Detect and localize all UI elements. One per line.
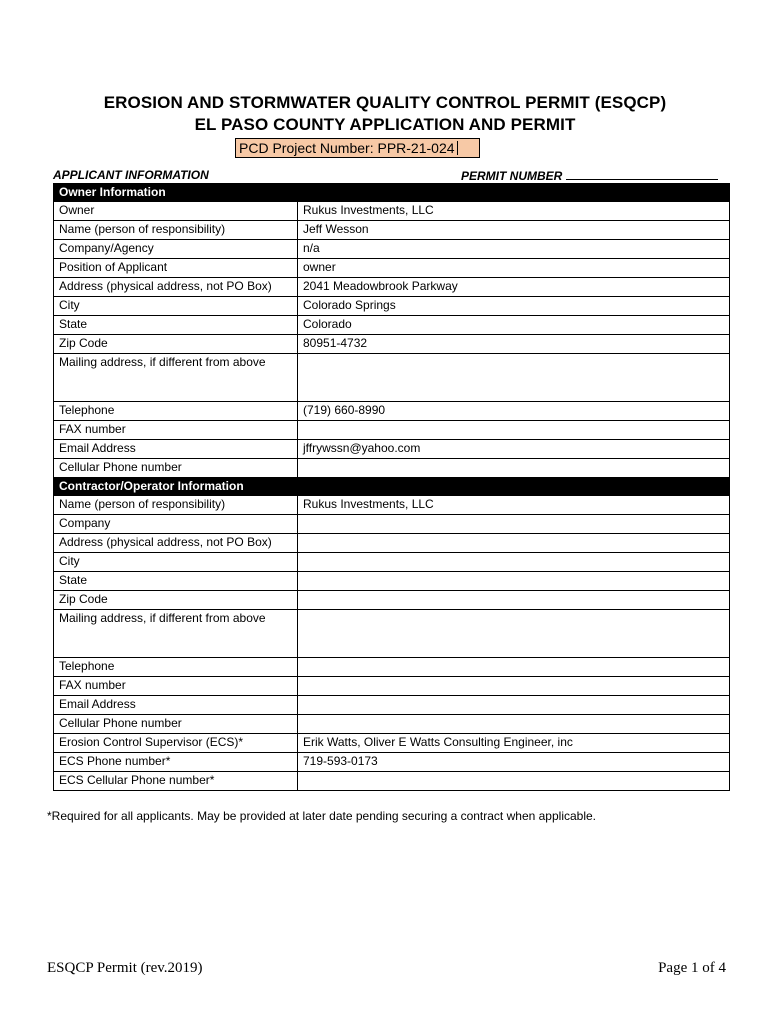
table-row — [54, 734, 730, 753]
table-row — [54, 259, 730, 278]
field-value[interactable]: jffrywssn@yahoo.com — [298, 440, 730, 459]
field-label: City — [54, 297, 298, 316]
field-label: Zip Code — [54, 335, 298, 354]
field-label: ECS Phone number* — [54, 753, 298, 772]
field-label: Cellular Phone number — [54, 715, 298, 734]
field-value[interactable] — [298, 553, 730, 572]
table-row — [54, 459, 730, 478]
field-label: Address (physical address, not PO Box) — [54, 278, 298, 297]
field-label: Telephone — [54, 402, 298, 421]
applicant-form-table — [53, 183, 730, 791]
field-value[interactable]: 719-593-0173 — [298, 753, 730, 772]
field-value[interactable]: Colorado — [298, 316, 730, 335]
table-row — [54, 316, 730, 335]
field-value[interactable] — [298, 658, 730, 677]
field-value[interactable] — [298, 610, 730, 658]
field-label: Zip Code — [54, 591, 298, 610]
table-row — [54, 496, 730, 515]
field-label: State — [54, 316, 298, 335]
table-row — [54, 772, 730, 791]
table-row — [54, 240, 730, 259]
field-label: Telephone — [54, 658, 298, 677]
pcd-project-number-box — [235, 138, 480, 158]
document-title-line-2: EL PASO COUNTY APPLICATION AND PERMIT — [194, 115, 576, 134]
field-value[interactable] — [298, 421, 730, 440]
field-value[interactable]: 2041 Meadowbrook Parkway — [298, 278, 730, 297]
table-row — [54, 335, 730, 354]
field-value[interactable] — [298, 591, 730, 610]
table-row — [54, 421, 730, 440]
field-label: Position of Applicant — [54, 259, 298, 278]
table-row — [54, 278, 730, 297]
field-value[interactable]: owner — [298, 259, 730, 278]
table-row — [54, 553, 730, 572]
field-value[interactable] — [298, 715, 730, 734]
applicant-information-label: APPLICANT INFORMATION — [53, 168, 209, 182]
table-row — [54, 572, 730, 591]
field-value[interactable]: n/a — [298, 240, 730, 259]
field-label: FAX number — [54, 421, 298, 440]
contractor-section-title-spacer — [298, 478, 730, 496]
field-label: Erosion Control Supervisor (ECS)* — [54, 734, 298, 753]
field-label: ECS Cellular Phone number* — [54, 772, 298, 791]
field-label: Mailing address, if different from above — [54, 610, 298, 658]
text-cursor-mark — [457, 141, 458, 155]
field-value[interactable] — [298, 696, 730, 715]
field-label: State — [54, 572, 298, 591]
document-title-line-1: EROSION AND STORMWATER QUALITY CONTROL PERMIT (ESQCP) — [103, 93, 667, 112]
field-label: Cellular Phone number — [54, 459, 298, 478]
table-row — [54, 753, 730, 772]
field-value[interactable] — [298, 459, 730, 478]
section-header-owner — [54, 184, 730, 202]
field-label: Name (person of responsibility) — [54, 221, 298, 240]
table-row — [54, 677, 730, 696]
field-label: Name (person of responsibility) — [54, 496, 298, 515]
field-value[interactable]: Rukus Investments, LLC — [298, 496, 730, 515]
table-row — [54, 402, 730, 421]
field-value[interactable] — [298, 354, 730, 402]
permit-number-field[interactable] — [566, 168, 718, 180]
table-row — [54, 610, 730, 658]
field-label: FAX number — [54, 677, 298, 696]
permit-number-label — [461, 168, 718, 183]
field-value[interactable] — [298, 572, 730, 591]
field-label: Email Address — [54, 440, 298, 459]
section-header-contractor — [54, 478, 730, 496]
field-value[interactable] — [298, 515, 730, 534]
table-row — [54, 715, 730, 734]
field-label: Mailing address, if different from above — [54, 354, 298, 402]
field-label: City — [54, 553, 298, 572]
table-row — [54, 658, 730, 677]
field-value[interactable]: Erik Watts, Oliver E Watts Consulting Engineer, inc — [298, 734, 730, 753]
field-value[interactable]: Jeff Wesson — [298, 221, 730, 240]
footer-form-revision: ESQCP Permit (rev.2019) — [47, 960, 203, 976]
required-footnote: *Required for all applicants. May be provided at later date pending securing a contract when applicable. — [47, 809, 596, 823]
table-row — [54, 354, 730, 402]
field-label: Owner — [54, 202, 298, 221]
field-value[interactable] — [298, 772, 730, 791]
field-value[interactable] — [298, 677, 730, 696]
owner-section-title-spacer — [298, 184, 730, 202]
field-value[interactable] — [298, 534, 730, 553]
table-row — [54, 440, 730, 459]
table-row — [54, 297, 730, 316]
table-row — [54, 221, 730, 240]
field-value[interactable]: Colorado Springs — [298, 297, 730, 316]
table-row — [54, 202, 730, 221]
owner-section-title: Owner Information — [54, 184, 298, 202]
table-row — [54, 591, 730, 610]
table-row — [54, 534, 730, 553]
table-row — [54, 515, 730, 534]
field-value[interactable]: (719) 660-8990 — [298, 402, 730, 421]
field-value[interactable]: Rukus Investments, LLC — [298, 202, 730, 221]
field-label: Email Address — [54, 696, 298, 715]
field-label: Company/Agency — [54, 240, 298, 259]
table-row — [54, 696, 730, 715]
footer-page-number: Page 1 of 4 — [658, 960, 726, 976]
pcd-project-number: PCD Project Number: PPR-21-024 — [239, 140, 455, 156]
contractor-section-title: Contractor/Operator Information — [54, 478, 298, 496]
field-value[interactable]: 80951-4732 — [298, 335, 730, 354]
field-label: Company — [54, 515, 298, 534]
field-label: Address (physical address, not PO Box) — [54, 534, 298, 553]
permit-number-text: PERMIT NUMBER — [461, 169, 563, 183]
